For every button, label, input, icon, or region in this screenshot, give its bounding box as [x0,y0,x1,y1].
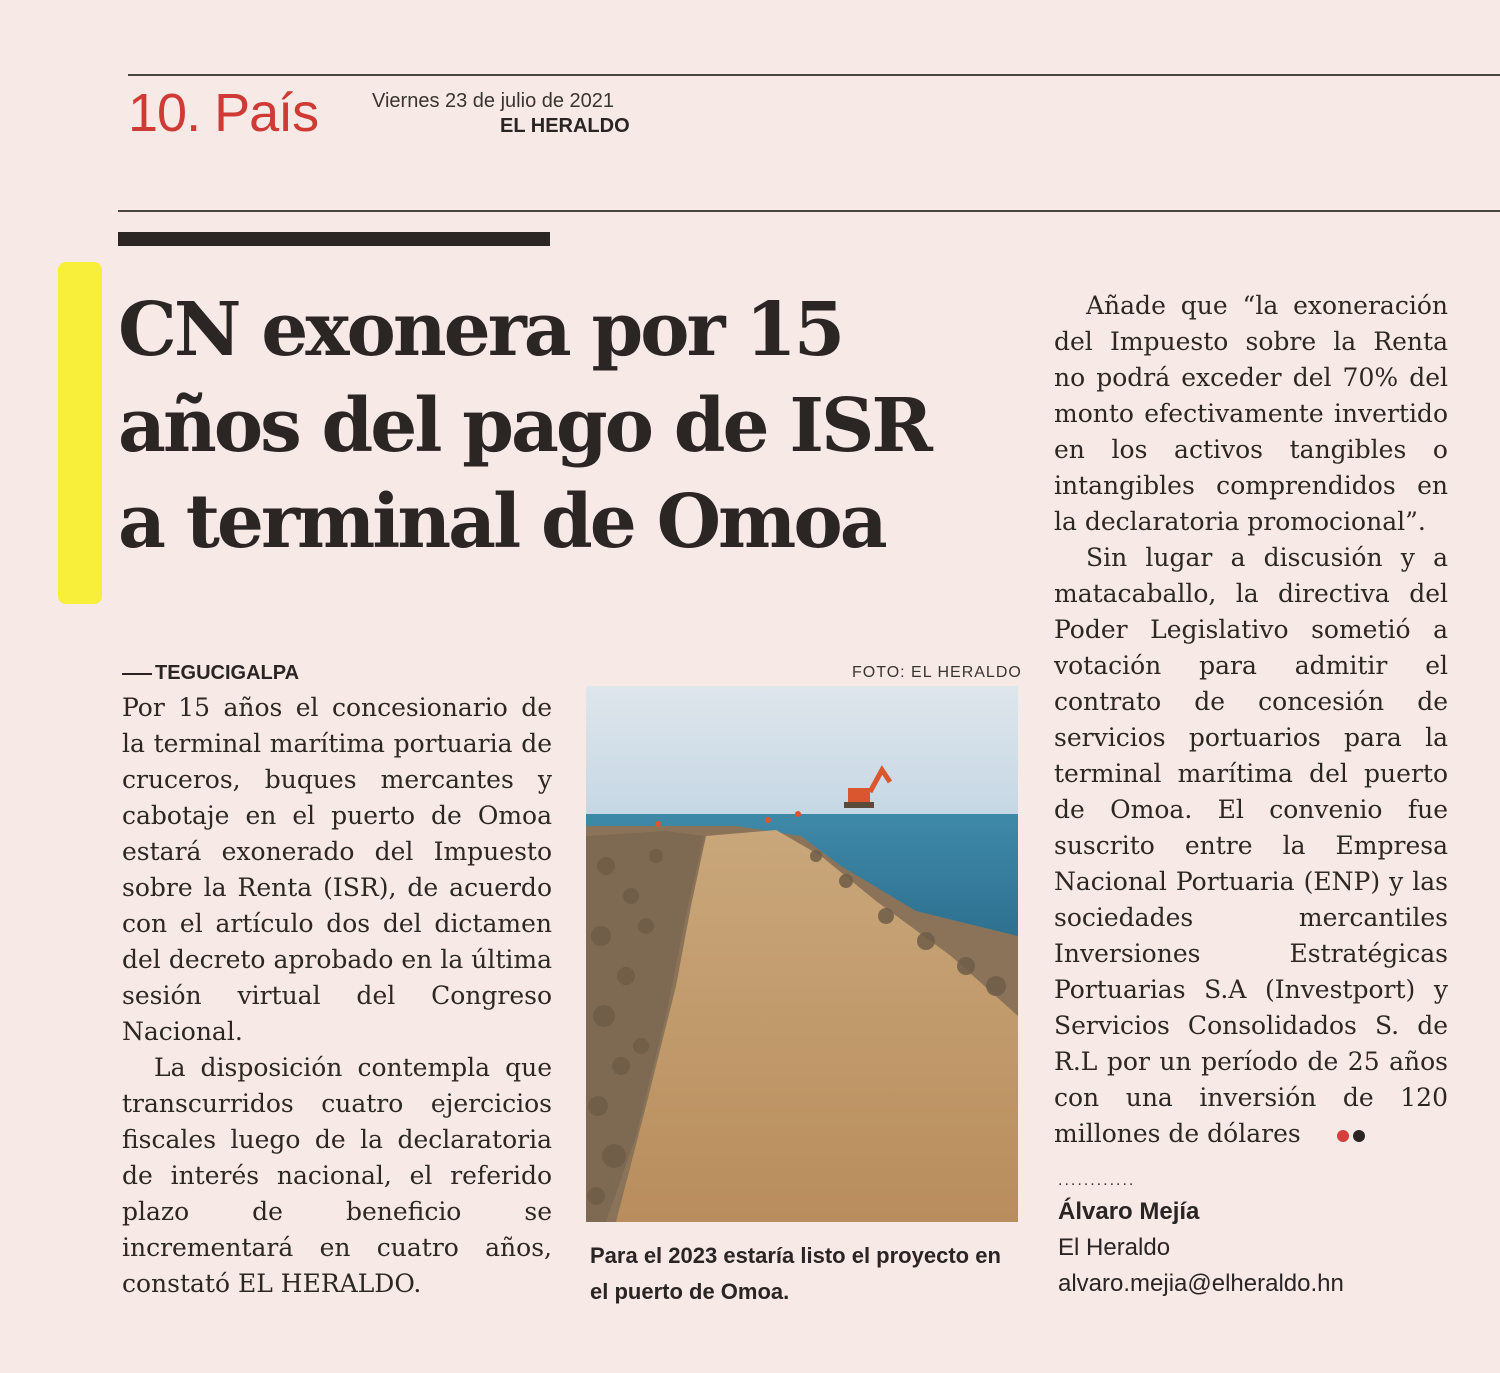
paragraph: Por 15 años el concesionario de la terminal marítima portuaria de cruceros, buques mercantes y cabotaje en el puerto de Omoa estará exonerado del Impuesto sobre la Renta (ISR), de acuerdo con el artículo dos del dictamen del decreto aprobado en la última sesión virtual del Congreso Nacional. [122,693,552,1046]
paragraph: Añade que “la exoneración del Impuesto sobre la Renta no podrá exceder del 70% del monto efectivamente invertido en los activos tangibles o intangibles comprendidos en la declaratoria promocional”. [1054,291,1448,536]
paragraph [1054,540,1448,1152]
photo-caption: Para el 2023 estaría listo el proyecto en el puerto de Omoa. [590,1243,1001,1304]
headline-line-3: a terminal de Omoa [118,479,885,565]
header-rule [118,210,1500,212]
headline-line-1: CN exonera por 15 [118,287,843,373]
author-email[interactable]: alvaro.mejia@elheraldo.hn [1058,1270,1344,1297]
author-name: Álvaro Mejía [1058,1198,1200,1225]
headline-bar [118,232,550,246]
byline [1058,1194,1344,1302]
port-photo [586,686,1018,1222]
paragraph-text: Sin lugar a discusión y a matacaballo, la directiva del Poder Legislativo sometió a votación para admitir el contrato de concesión de servicios portuarios para la terminal marítima del puerto de Omoa. El convenio fue suscrito entre la Empresa Nacional Portuaria (ENP) y las sociedades mercantiles Inversiones Estratégicas Portuarias S.A (Investport) y Servicios Consolidados S. de R.L por un período de 25 años con una inversión de 120 millones de dólares [1054,543,1448,1148]
paper-name: EL HERALDO [500,115,630,137]
article-column-1 [122,690,552,1302]
byline-separator: ............ [1058,1172,1136,1189]
end-mark-icon [1305,1116,1369,1152]
top-rule [128,74,1500,76]
headline [118,282,1018,570]
breakwater-image [586,686,1018,1222]
headline-line-2: años del pago de ISR [118,383,930,469]
highlighter-mark [58,262,102,604]
page-section: 10. País [128,83,319,143]
article-column-3 [1054,288,1448,1152]
paragraph: La disposición contempla que transcurridos cuatro ejercicios fiscales luego de la declaratoria de interés nacional, el referido plazo de beneficio se incrementará en cuatro años, constató EL HERALDO. [122,1053,552,1298]
photo-credit: FOTO: EL HERALDO [852,664,1022,681]
author-outlet: El Heraldo [1058,1234,1171,1261]
end-dot-red [1337,1130,1349,1142]
dateline: TEGUCIGALPA [122,662,299,685]
end-dot-dark [1353,1130,1365,1142]
issue-date: Viernes 23 de julio de 2021 [372,90,615,112]
